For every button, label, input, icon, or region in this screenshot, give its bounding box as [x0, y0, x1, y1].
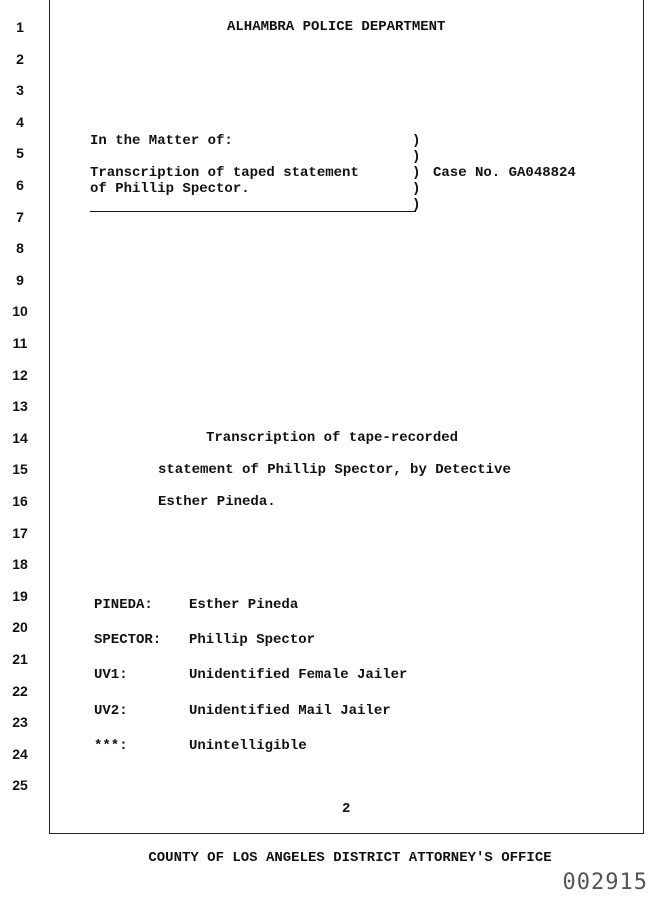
speaker-name: Phillip Spector: [189, 632, 316, 648]
line-number: 2: [16, 51, 24, 67]
line-number: 11: [12, 335, 28, 351]
footer-office: COUNTY OF LOS ANGELES DISTRICT ATTORNEY'S OFFICE: [148, 850, 552, 866]
description-line-2: statement of Phillip Spector, by Detective: [158, 462, 511, 478]
caption-rule: [90, 211, 416, 212]
line-number: 4: [16, 114, 24, 130]
line-number: 25: [12, 777, 28, 793]
line-number: 16: [12, 493, 28, 509]
description-line-3: Esther Pineda.: [158, 494, 276, 510]
speaker-code: UV2:: [94, 703, 128, 719]
line-number: 24: [12, 746, 28, 762]
caption-paren: ): [412, 181, 421, 197]
line-number: 21: [12, 651, 28, 667]
line-number: 5: [16, 145, 24, 161]
speaker-code: PINEDA:: [94, 597, 153, 613]
caption-paren: ): [412, 133, 421, 149]
speaker-name: Unidentified Mail Jailer: [189, 703, 391, 719]
subject-line-1: Transcription of taped statement: [90, 165, 359, 181]
page-number: 2: [342, 801, 351, 817]
line-number: 7: [16, 209, 24, 225]
line-number: 19: [12, 588, 28, 604]
subject-line-2: of Phillip Spector.: [90, 181, 250, 197]
line-number: 9: [16, 272, 24, 288]
bates-number: 002915: [562, 870, 648, 895]
line-number: 20: [12, 619, 28, 635]
line-number: 17: [12, 525, 28, 541]
speaker-code: UV1:: [94, 667, 128, 683]
speaker-name: Unidentified Female Jailer: [189, 667, 408, 683]
caption-paren: ): [412, 149, 421, 165]
caption-paren: ): [412, 197, 421, 213]
matter-label: In the Matter of:: [90, 133, 233, 149]
line-number: 3: [16, 82, 24, 98]
line-number: 1: [16, 19, 24, 35]
line-number: 10: [12, 303, 28, 319]
speaker-name: Unintelligible: [189, 738, 307, 754]
line-number: 14: [12, 430, 28, 446]
speaker-name: Esther Pineda: [189, 597, 299, 613]
department-title: ALHAMBRA POLICE DEPARTMENT: [227, 19, 446, 35]
speaker-code: SPECTOR:: [94, 632, 162, 648]
line-number: 6: [16, 177, 24, 193]
line-number: 22: [12, 683, 28, 699]
line-number: 23: [12, 714, 28, 730]
description-line-1: Transcription of tape-recorded: [206, 430, 459, 446]
case-number: Case No. GA048824: [433, 165, 576, 181]
line-number: 15: [12, 461, 28, 477]
line-number: 13: [12, 398, 28, 414]
caption-paren: ): [412, 165, 421, 181]
line-number: 8: [16, 240, 24, 256]
speaker-code: ***:: [94, 738, 128, 754]
line-number: 18: [12, 556, 28, 572]
line-number: 12: [12, 367, 28, 383]
